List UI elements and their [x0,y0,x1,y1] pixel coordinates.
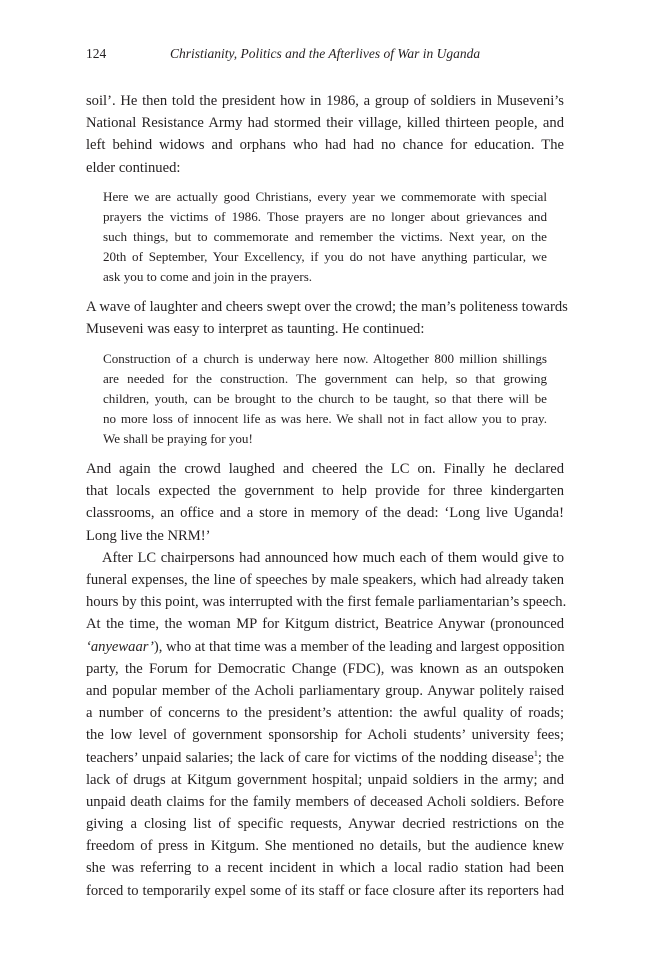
body-text [86,90,568,902]
text-span: ; the [537,749,564,766]
text-line: After LC chairpersons had announced how much each of them would give to [102,549,564,566]
text-line: forced to temporarily expel some of its staff or face closure after its reporters had [86,882,564,899]
quote-line: are needed for the construction. The government can help, so that growing [103,370,547,386]
quote-line: no more loss of innocent life as was here. We shall not in fact allow you to pray. [103,410,547,426]
quote-line: prayers the victims of 1986. Those prayers are no longer about grievances and [103,208,547,224]
text-line: a number of concerns to the president’s attention: the awful quality of roads; [86,705,564,722]
block-quote-1 [103,187,547,287]
text-line: At the time, the woman MP for Kitgum district, Beatrice Anywar (pronounced [86,616,564,633]
quote-line: 20th of September, Your Excellency, if you do not have anything particular, we [103,249,547,265]
text-line: and popular member of the Acholi parliamentary group. Anywar politely raised [86,682,564,699]
running-head [86,44,564,64]
block-quote-2 [103,349,547,449]
text-line: party, the Forum for Democratic Change (FDC), was known as an outspoken [86,660,564,677]
text-line: left behind widows and orphans who had had no chance for education. The [86,137,564,154]
text-line: lack of drugs at Kitgum government hospital; unpaid soldiers in the army; and [86,771,564,788]
running-title: Christianity, Politics and the Afterlives of War in Uganda [170,46,481,61]
text-line: freedom of press in Kitgum. She mentioned no details, but the audience knew [86,838,564,855]
text-line: Museveni was easy to interpret as taunting. He continued: [86,321,425,338]
quote-line: such things, but to commemorate and remember the victims. Next year, on the [103,228,547,244]
text-line: classrooms, an office and a store in memory of the dead: ‘Long live Uganda! [86,505,564,522]
text-line: she was referring to a recent incident in which a local radio station had been [86,860,564,877]
text-line: elder continued: [86,159,181,176]
footnote-marker[interactable]: 1 [533,748,538,758]
quote-line: Construction of a church is underway here now. Altogether 800 million shillings [103,350,547,366]
text-line: A wave of laughter and cheers swept over the crowd; the man’s politeness towards [86,299,568,316]
text-line: hours by this point, was interrupted with the first female parliamentarian’s speech. [86,594,567,611]
text-line: National Resistance Army had stormed their village, killed thirteen people, and [86,115,564,132]
text-line: unpaid death claims for the family members of deceased Acholi soldiers. Before [86,793,564,810]
text-span: ), who at that time was a member of the leading and largest opposition [153,638,565,655]
text-line: Long live the NRM!’ [86,527,211,544]
text-line: that locals expected the government to help provide for three kindergarten [86,483,564,500]
text-span: teachers’ unpaid salaries; the lack of care for victims of the nodding disease [86,749,534,766]
text-line [86,636,564,658]
text-line: funeral expenses, the line of speeches by male speakers, which had already taken [86,572,564,588]
quote-line: Here we are actually good Christians, every year we commemorate with special [103,188,547,204]
quote-line: children, youth, can be brought to the church to be taught, so that there will be [103,390,547,406]
italic-pronunciation: ‘anyewaar’ [86,638,154,655]
text-line: soil’. He then told the president how in 1986, a group of soldiers in Museveni’s [86,93,564,109]
quote-line: ask you to come and join in the prayers. [103,269,313,285]
paragraph-2 [86,296,568,340]
text-line: giving a closing list of specific requests, Anywar decried restrictions on the [86,816,564,833]
text-line [86,747,564,769]
paragraph-3 [86,458,564,547]
text-line: And again the crowd laughed and cheered the LC on. Finally he declared [86,461,564,478]
quote-line: We shall be praying for you! [103,430,253,446]
paragraph-4 [86,547,567,902]
paragraph-1 [86,90,564,179]
page-number: 124 [86,46,107,61]
text-line: the low level of government sponsorship for Acholi students’ university fees; [86,727,564,744]
